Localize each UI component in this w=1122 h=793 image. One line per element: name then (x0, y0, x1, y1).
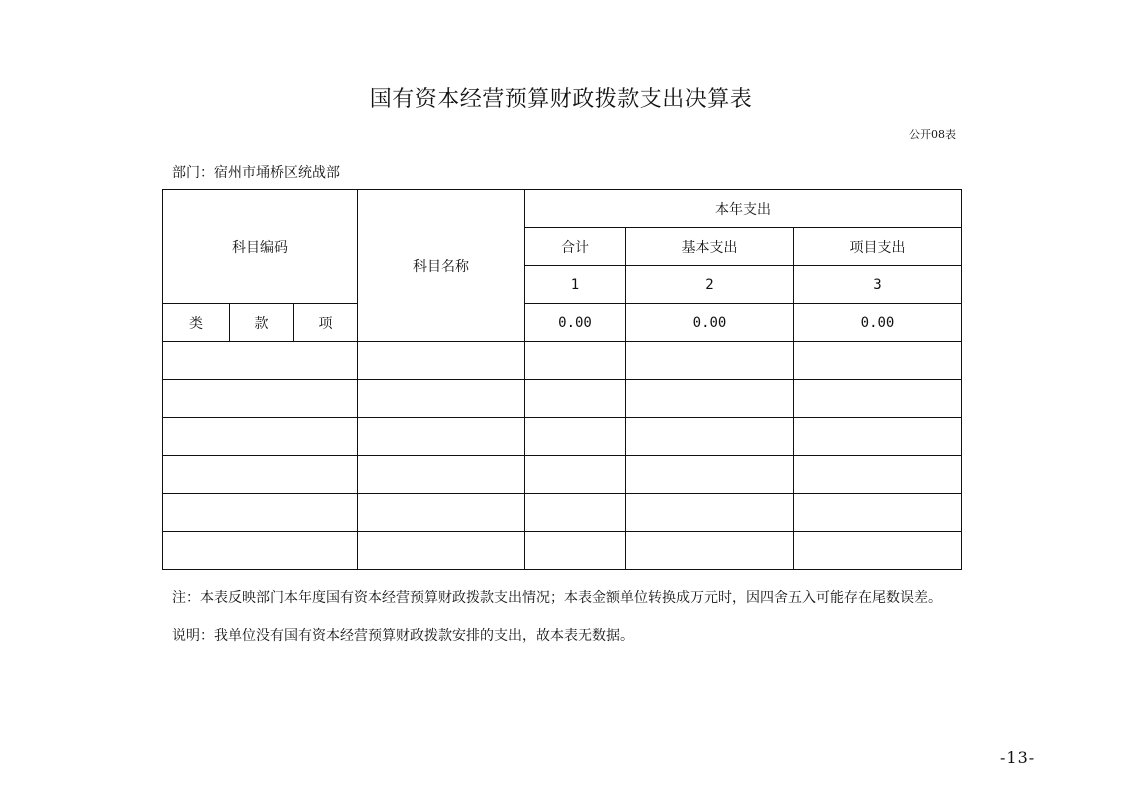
header-row-1 (163, 190, 962, 228)
page-title: 国有资本经营预算财政拨款支出决算表 (369, 87, 753, 112)
table-cell (358, 456, 525, 494)
table-cell (525, 456, 626, 494)
form-number: 公开08表 (909, 128, 956, 141)
category-lei-header: 类 (163, 304, 230, 342)
table-cell (163, 342, 358, 380)
table-cell (163, 418, 358, 456)
table-cell (358, 494, 525, 532)
table-cell (794, 342, 962, 380)
category-xiang-header: 项 (294, 304, 358, 342)
column-number-3: 3 (794, 266, 962, 304)
column-number-1: 1 (525, 266, 626, 304)
table-cell (794, 532, 962, 570)
table-cell (163, 494, 358, 532)
category-kuan-header: 款 (230, 304, 294, 342)
table-cell (358, 418, 525, 456)
table-cell (525, 380, 626, 418)
table-cell (163, 380, 358, 418)
table-cell (163, 532, 358, 570)
table-cell (525, 532, 626, 570)
table-cell (626, 532, 794, 570)
current-year-expenditure-header: 本年支出 (525, 190, 962, 228)
table-cell (794, 456, 962, 494)
table-row (163, 532, 962, 570)
explanation-note: 说明：我单位没有国有资本经营预算财政拨款安排的支出，故本表无数据。 (172, 628, 634, 644)
table-row (163, 494, 962, 532)
table-cell (626, 418, 794, 456)
table-cell (794, 380, 962, 418)
total-column-header: 合计 (525, 228, 626, 266)
subject-code-header: 科目编码 (163, 190, 358, 304)
table-cell (163, 456, 358, 494)
table-cell (358, 532, 525, 570)
total-value-2: 0.00 (626, 304, 794, 342)
table-row (163, 380, 962, 418)
page-number: -13- (1000, 748, 1036, 767)
table-cell (626, 380, 794, 418)
table-cell (794, 494, 962, 532)
total-value-3: 0.00 (794, 304, 962, 342)
table-cell (626, 494, 794, 532)
total-value-1: 0.00 (525, 304, 626, 342)
column-number-2: 2 (626, 266, 794, 304)
total-row (163, 304, 962, 342)
table-cell (525, 418, 626, 456)
department-label: 部门：宿州市埇桥区统战部 (172, 165, 340, 181)
table-cell (525, 342, 626, 380)
table-row (163, 418, 962, 456)
table-cell (525, 494, 626, 532)
table-row (163, 456, 962, 494)
footnote: 注：本表反映部门本年度国有资本经营预算财政拨款支出情况；本表金额单位转换成万元时，因四舍五入可能存在尾数误差。 (172, 590, 942, 606)
table-cell (794, 418, 962, 456)
subject-name-header: 科目名称 (358, 190, 525, 342)
table-cell (358, 380, 525, 418)
table-cell (626, 342, 794, 380)
table-row (163, 342, 962, 380)
basic-expenditure-header: 基本支出 (626, 228, 794, 266)
project-expenditure-header: 项目支出 (794, 228, 962, 266)
expenditure-table (162, 189, 962, 570)
table-cell (626, 456, 794, 494)
table-cell (358, 342, 525, 380)
